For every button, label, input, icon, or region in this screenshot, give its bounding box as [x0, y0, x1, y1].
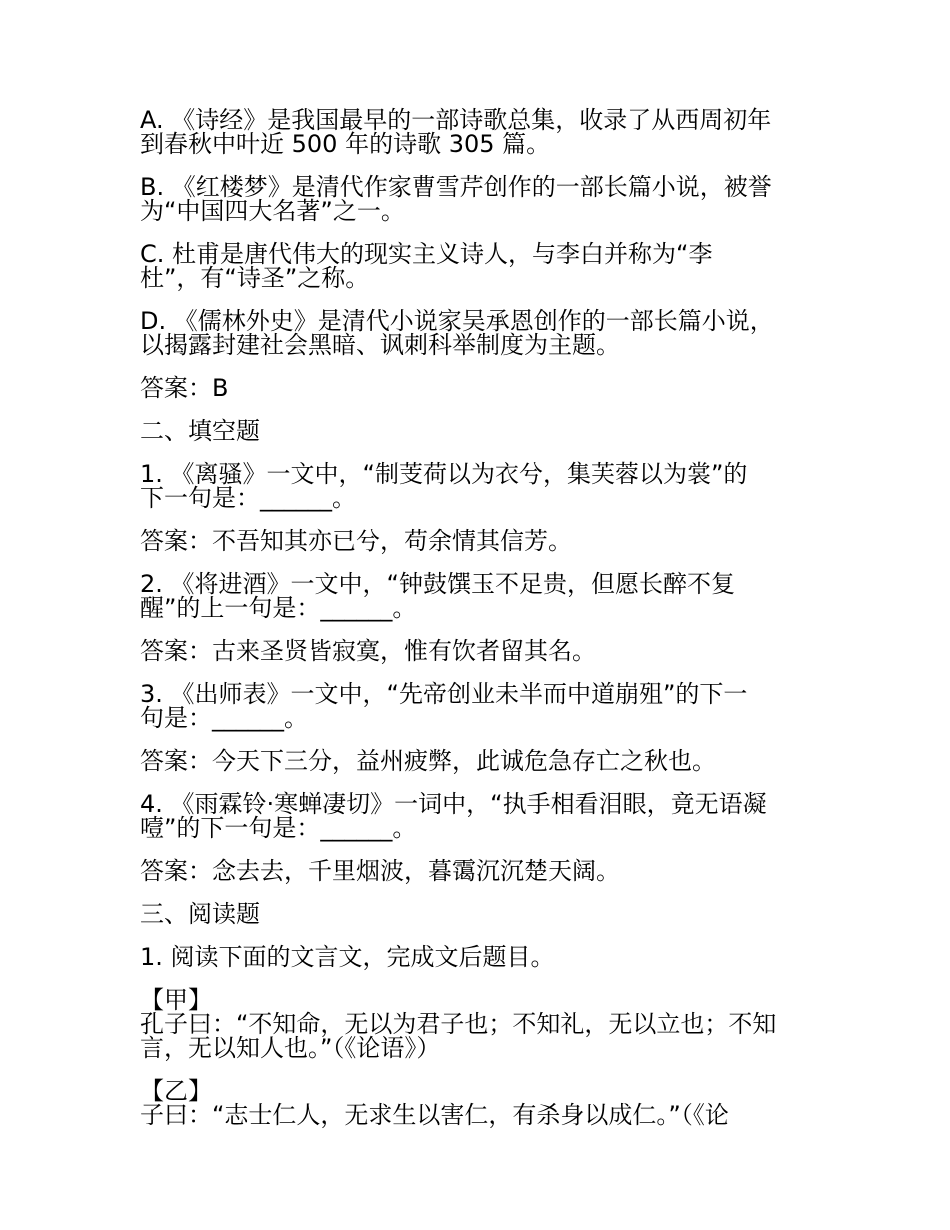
option-d: [140, 309, 812, 357]
fill-question-2: [140, 572, 812, 620]
text-line: 4. 《雨霖铃·寒蝉凄切》一词中，“执手相看泪眼，竟无语凝: [140, 790, 767, 818]
fill-answer-3: [140, 749, 812, 773]
text-line: 三、阅读题: [140, 900, 260, 928]
fill-question-1: [140, 462, 812, 510]
fill-answer-2: [140, 639, 812, 663]
text-line: 答案：B: [140, 374, 229, 402]
text-line: 噎”的下一句是：______。: [140, 814, 417, 842]
answer-1: [140, 376, 812, 400]
fill-question-4: [140, 792, 812, 840]
text-line: 为“中国四大名著”之一。: [140, 197, 405, 225]
text-line: 杜”，有“诗圣”之称。: [140, 264, 370, 292]
fill-answer-4: [140, 859, 812, 883]
text-line: 醒”的上一句是：______。: [140, 594, 417, 622]
passage-label: 【乙】: [140, 1077, 212, 1105]
text-line: C. 杜甫是唐代伟大的现实主义诗人，与李白并称为“李: [140, 240, 713, 268]
reading-instruction: [140, 945, 812, 969]
text-line: 言，无以知人也。”（《论语》）: [140, 1034, 441, 1062]
reading-passage-a: [140, 988, 812, 1060]
fill-question-3: [140, 682, 812, 730]
text-line: 答案：不吾知其亦已兮，苟余情其信芳。: [140, 527, 572, 555]
text-line: 1. 阅读下面的文言文，完成文后题目。: [140, 943, 555, 971]
document-page: [140, 108, 812, 1146]
text-line: 下一句是：______。: [140, 484, 356, 512]
text-line: 3. 《出师表》一文中，“先帝创业未半而中道崩殂”的下一: [140, 680, 748, 708]
option-a: [140, 108, 812, 156]
text-line: 答案：古来圣贤皆寂寞，惟有饮者留其名。: [140, 637, 596, 665]
section-title-fill-in: [140, 419, 812, 443]
text-line: 答案：今天下三分，益州疲弊，此诚危急存亡之秋也。: [140, 747, 716, 775]
text-line: 句是：______。: [140, 704, 308, 732]
text-line: 到春秋中叶近 500 年的诗歌 305 篇。: [140, 130, 551, 158]
fill-answer-1: [140, 529, 812, 553]
passage-label: 【甲】: [140, 986, 212, 1014]
text-line: 二、填空题: [140, 417, 260, 445]
reading-passage-b: [140, 1079, 812, 1127]
text-line: A. 《诗经》是我国最早的一部诗歌总集，收录了从西周初年: [140, 106, 772, 134]
option-c: [140, 242, 812, 290]
text-line: B. 《红楼梦》是清代作家曹雪芹创作的一部长篇小说，被誉: [140, 173, 772, 201]
text-line: 以揭露封建社会黑暗、讽刺科举制度为主题。: [140, 331, 620, 359]
text-line: 2. 《将进酒》一文中，“钟鼓馔玉不足贵，但愿长醉不复: [140, 570, 735, 598]
text-line: 答案：念去去，千里烟波，暮霭沉沉楚天阔。: [140, 857, 620, 885]
text-line: 子曰：“志士仁人，无求生以害仁，有杀身以成仁。”（《论: [140, 1101, 729, 1129]
text-line: D. 《儒林外史》是清代小说家吴承恩创作的一部长篇小说，: [140, 307, 774, 335]
text-line: 孔子曰：“不知命，无以为君子也；不知礼，无以立也；不知: [140, 1010, 777, 1038]
section-title-reading: [140, 902, 812, 926]
option-b: [140, 175, 812, 223]
text-line: 1. 《离骚》一文中，“制芰荷以为衣兮，集芙蓉以为裳”的: [140, 460, 748, 488]
